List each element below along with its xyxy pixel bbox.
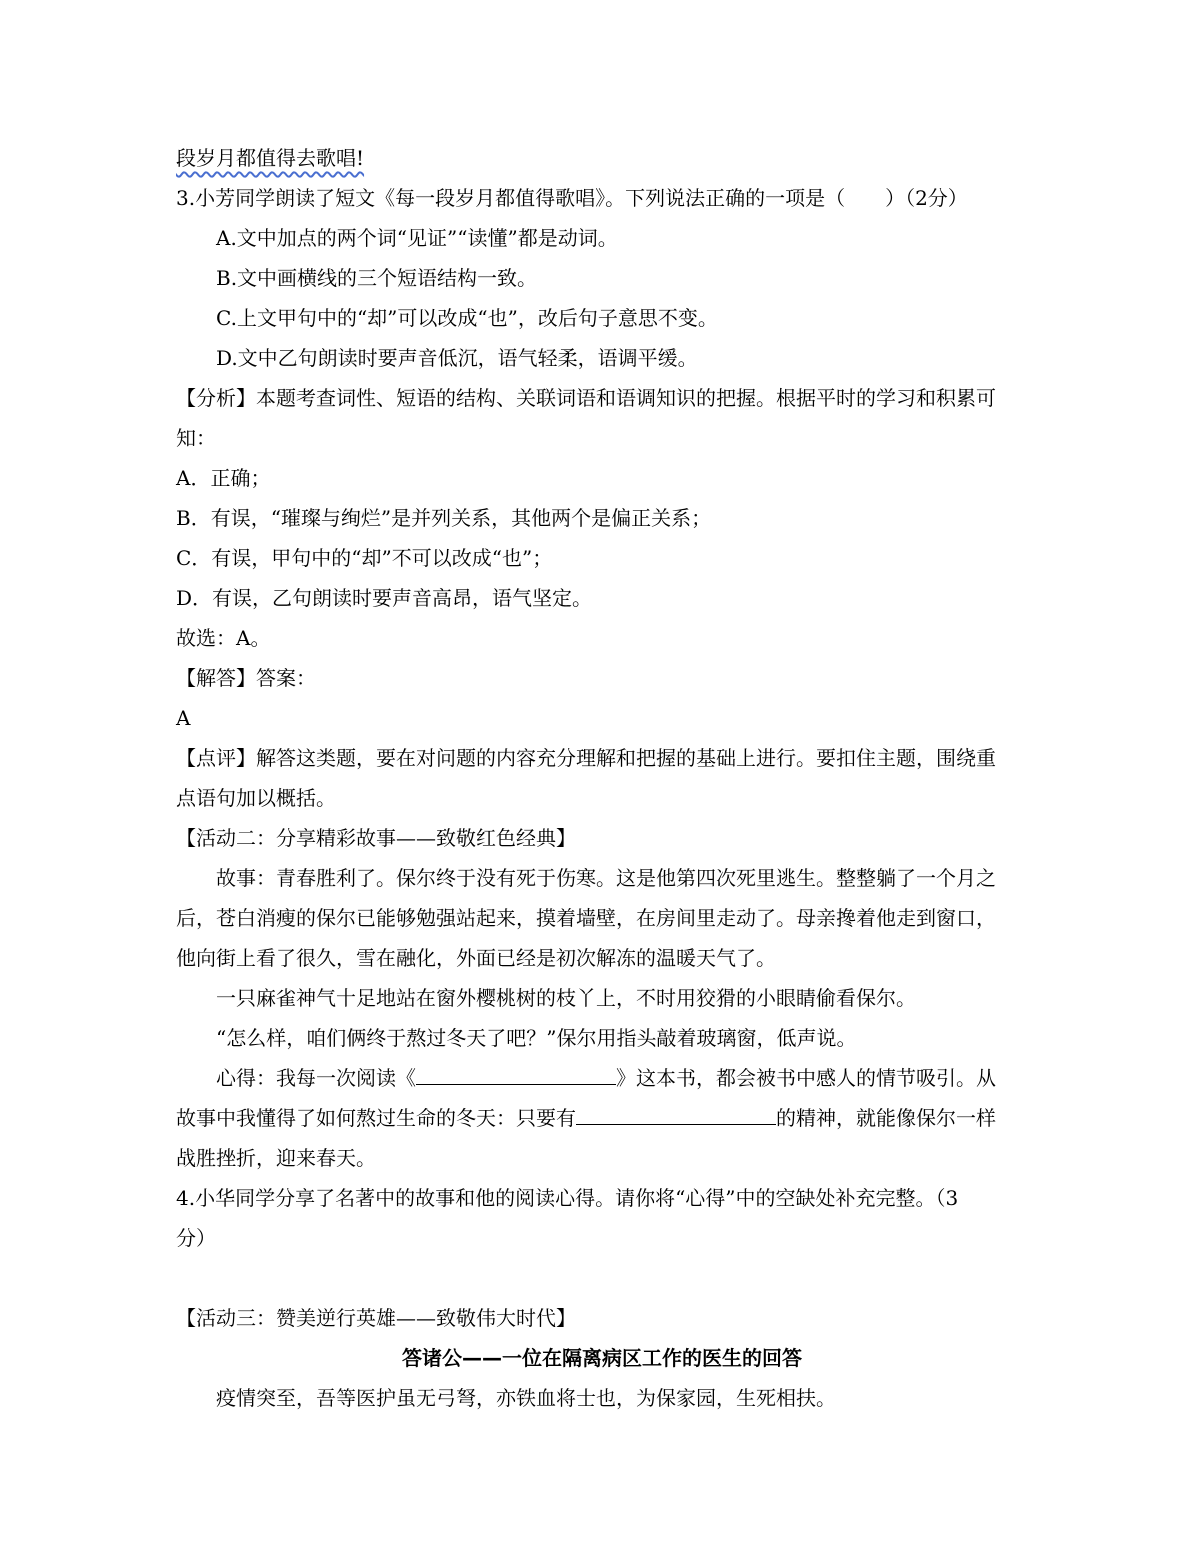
analysis-a: A．正确； bbox=[176, 466, 271, 490]
option-b: B.文中画横线的三个短语结构一致。 bbox=[216, 266, 538, 290]
reflection-line: 战胜挫折，迎来春天。 bbox=[176, 1146, 376, 1170]
reflection-line bbox=[176, 1098, 1028, 1138]
spacer bbox=[176, 1258, 1028, 1298]
article-paragraph: 疫情突至，吾等医护虽无弓弩，亦铁血将士也，为保家园，生死相扶。 bbox=[216, 1386, 836, 1410]
article-title: 答诸公——一位在隔离病区工作的医生的回答 bbox=[402, 1346, 802, 1370]
text-line bbox=[176, 138, 1028, 178]
option-d: D.文中乙句朗读时要声音低沉，语气轻柔，语调平缓。 bbox=[216, 346, 698, 370]
question-4: 4.小华同学分享了名著中的故事和他的阅读心得。请你将“心得”中的空缺处补充完整。（3 bbox=[176, 1186, 959, 1210]
answer-value: A bbox=[176, 706, 191, 730]
activity-2-heading: 【活动二：分享精彩故事——致敬红色经典】 bbox=[176, 826, 576, 850]
analysis-heading: 【分析】本题考查词性、短语的结构、关联词语和语调知识的把握。根据平时的学习和积累可 bbox=[176, 386, 996, 410]
analysis-c: C．有误，甲句中的“却”不可以改成“也”； bbox=[176, 546, 553, 570]
reflection-text: 的精神，就能像保尔一样 bbox=[776, 1106, 996, 1130]
analysis-text: 知： bbox=[176, 426, 216, 450]
reflection-line bbox=[176, 1058, 1028, 1098]
story-paragraph: 一只麻雀神气十足地站在窗外樱桃树的枝丫上，不时用狡猾的小眼睛偷看保尔。 bbox=[216, 986, 916, 1010]
reflection-text: 心得：我每一次阅读《 bbox=[216, 1066, 416, 1090]
document-page bbox=[176, 138, 1028, 1418]
story-paragraph: 他向街上看了很久，雪在融化，外面已经是初次解冻的温暖天气了。 bbox=[176, 946, 776, 970]
reflection-text: 故事中我懂得了如何熬过生命的冬天：只要有 bbox=[176, 1106, 576, 1130]
story-paragraph: 后，苍白消瘦的保尔已能够勉强站起来，摸着墙壁，在房间里走动了。母亲搀着他走到窗口， bbox=[176, 906, 996, 930]
activity-3-heading: 【活动三：赞美逆行英雄——致敬伟大时代】 bbox=[176, 1306, 576, 1330]
option-c: C.上文甲句中的“却”可以改成“也”，改后句子意思不变。 bbox=[216, 306, 718, 330]
question-4-points: 分） bbox=[176, 1226, 216, 1250]
question-3: 3.小芳同学朗读了短文《每一段岁月都值得歌唱》。下列说法正确的一项是（ ）（2分） bbox=[176, 186, 968, 210]
spirit-blank[interactable] bbox=[576, 1098, 776, 1125]
story-paragraph: 故事：青春胜利了。保尔终于没有死于伤寒。这是他第四次死里逃生。整整躺了一个月之 bbox=[216, 866, 996, 890]
comment-text: 点语句加以概括。 bbox=[176, 786, 336, 810]
analysis-d: D．有误，乙句朗读时要声音高昂，语气坚定。 bbox=[176, 586, 593, 610]
wavy-underlined-text: 段岁月都值得去歌唱! bbox=[176, 146, 365, 170]
story-paragraph: “怎么样，咱们俩终于熬过冬天了吧？”保尔用指头敲着玻璃窗，低声说。 bbox=[216, 1026, 857, 1050]
option-a: A.文中加点的两个词“见证”“读懂”都是动词。 bbox=[216, 226, 618, 250]
comment-heading: 【点评】解答这类题，要在对问题的内容充分理解和把握的基础上进行。要扣住主题，围绕重 bbox=[176, 746, 996, 770]
reflection-text: 》这本书，都会被书中感人的情节吸引。从 bbox=[616, 1066, 996, 1090]
book-title-blank[interactable] bbox=[416, 1058, 616, 1085]
choice-result: 故选：A。 bbox=[176, 626, 271, 650]
answer-heading: 【解答】答案： bbox=[176, 666, 316, 690]
analysis-b: B．有误，“璀璨与绚烂”是并列关系，其他两个是偏正关系； bbox=[176, 506, 712, 530]
